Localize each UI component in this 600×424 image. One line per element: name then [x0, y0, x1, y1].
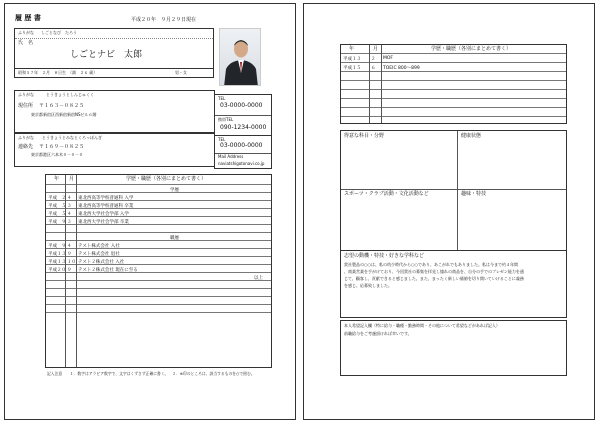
- history-header: [46, 175, 271, 184]
- history-year: 平成 ９: [48, 220, 66, 225]
- history-year: 平成 ９: [48, 244, 66, 249]
- motive-text-3: じて、顧客し、貢献できると感じました。また、まったく新しい価値を切り開いていけることに義務: [344, 276, 524, 281]
- history-row: [46, 216, 271, 224]
- contact-line: 東京都港区六本木０－０－０: [31, 152, 83, 157]
- birth-date: 昭和５７年 ２月 ８日生 （満 ２６ 歳）: [18, 70, 98, 75]
- motive-label: 志望の動機・特技・好きな学科など: [344, 253, 425, 259]
- health-label: 健康状態: [461, 133, 482, 139]
- qual-row: [341, 89, 566, 98]
- address-box: [14, 90, 215, 133]
- history-row: [46, 272, 271, 280]
- qual-header: [341, 45, 566, 53]
- hobby-label: 趣味・特技: [461, 191, 487, 197]
- history-section-label: 職歴: [170, 236, 179, 241]
- request-label: 本人希望記入欄（特に給与・職種・勤務時間・その他について希望などがあれば記入）: [344, 323, 500, 328]
- history-month: ９: [67, 252, 72, 257]
- tel2-value: 03-0000-0000: [220, 142, 263, 149]
- furigana-label: ふりがな: [18, 30, 34, 35]
- history-text: テスト２株式会社 現在に至る: [78, 268, 138, 273]
- history-month: １０: [67, 260, 76, 265]
- history-text: 東北西高等学校普通科 卒業: [78, 204, 134, 209]
- qual-text: TOEIC 800～899: [383, 66, 420, 71]
- qual-month: ２: [371, 57, 376, 62]
- qual-month-header: 月: [373, 46, 379, 52]
- qual-row: [341, 62, 566, 71]
- contact-address-box: [14, 133, 215, 167]
- history-row: [46, 240, 271, 248]
- qual-title-header: 学歴・職歴（各別にまとめて書く）: [431, 46, 512, 52]
- history-row: [46, 224, 271, 232]
- person-photo-icon: [220, 29, 261, 86]
- history-row: [46, 248, 271, 256]
- furigana-value: しごとなび たろう: [41, 30, 77, 35]
- history-row: [46, 184, 271, 192]
- history-row: [46, 288, 271, 296]
- motive-box: [340, 250, 567, 318]
- resume-date: 平成２０年 ９月２９日現在: [131, 17, 197, 23]
- motive-text-1: 貴社製品の○○は、私の幼少時代から○○であり、あこがれでもありました。私は今まで約４年間: [344, 262, 518, 267]
- mobile-value: 090-1234-0000: [220, 124, 267, 131]
- mail-value: naviatshigotonavi.co.jp: [218, 161, 265, 166]
- name-label: 氏 名: [18, 40, 34, 46]
- qual-text: MOF: [383, 56, 394, 61]
- qual-row: [341, 116, 566, 125]
- history-month: ４: [67, 196, 72, 201]
- history-month: ４: [67, 212, 72, 217]
- history-year: 平成１３: [48, 260, 66, 265]
- history-year-header: 年: [54, 176, 60, 182]
- history-year: 平成１３: [48, 252, 66, 257]
- tel-box: [214, 94, 272, 136]
- history-text: 東北西大学社会学部 入学: [78, 212, 129, 217]
- motive-text-2: 、商業営業を手がけており、今回貴社の募集を拝見し憧れの商品を、自分の手でのプレゼン能力を通: [344, 269, 524, 274]
- history-month: ３: [67, 204, 72, 209]
- contact-furigana: ふりがな とうきょうとみなとくろっぽんぎ: [18, 135, 102, 140]
- qual-row: [341, 53, 566, 62]
- history-year: 平成 ２: [48, 196, 66, 201]
- history-row: [46, 200, 271, 208]
- sports-label: スポーツ・クラブ活動・文化活動など: [344, 191, 429, 197]
- history-text: 東北西大学社会学部 卒業: [78, 220, 129, 225]
- gender: 男・女: [175, 70, 187, 75]
- contact-zip: 〒１６９－０８２５: [39, 144, 85, 150]
- request-text: 前職給与をご考慮頂ければ幸いです。: [344, 331, 412, 336]
- history-row: [46, 280, 271, 288]
- history-title-header: 学歴・職歴（各別にまとめて書く）: [126, 176, 207, 182]
- history-month: ９: [67, 268, 72, 273]
- qual-year-header: 年: [349, 46, 355, 52]
- qual-row: [341, 80, 566, 89]
- qual-year: 平成１３: [343, 57, 361, 62]
- history-text: テスト株式会社 退社: [78, 252, 120, 257]
- history-row: [46, 304, 271, 312]
- history-year: 平成 ５: [48, 212, 66, 217]
- contact-label: 連絡先: [18, 144, 34, 150]
- photo: [219, 28, 261, 86]
- doc-title: 履 歴 書: [15, 14, 41, 22]
- qualification-table: [340, 44, 567, 124]
- tel2-label: TEL: [218, 137, 226, 142]
- history-text: テスト株式会社 入社: [78, 244, 120, 249]
- history-rows: [46, 184, 271, 320]
- tel2-box: [214, 135, 272, 169]
- history-section-label: 学歴: [170, 188, 179, 193]
- address-line: 東京都新宿区西新宿新宿NSビル６階: [31, 112, 97, 117]
- history-text: 東北西高等学校普通科 入学: [78, 196, 134, 201]
- history-year: 平成２０: [48, 268, 66, 273]
- tel-value: 03-0000-0000: [220, 102, 263, 109]
- history-month-header: 月: [69, 176, 75, 182]
- qual-month: ６: [371, 66, 376, 71]
- qual-row: [341, 107, 566, 116]
- request-box: [340, 320, 567, 376]
- history-row: [46, 232, 271, 240]
- history-row: [46, 208, 271, 216]
- history-text: テスト２株式会社 入社: [78, 260, 125, 265]
- history-year: 平成 ５: [48, 204, 66, 209]
- qual-rows: [341, 53, 566, 125]
- history-row: [46, 256, 271, 264]
- qual-row: [341, 98, 566, 107]
- resume-page-right: [303, 3, 595, 420]
- address-zip: 〒１６３－０８２５: [39, 103, 85, 109]
- history-row: [46, 296, 271, 304]
- history-table: [45, 174, 272, 368]
- tel-label: TEL: [218, 96, 226, 101]
- self-pr-box: [340, 130, 567, 251]
- resume-page-left: [4, 3, 296, 420]
- name-value: しごとナビ 太郎: [70, 50, 143, 60]
- history-month: ３: [67, 220, 72, 225]
- footnote: 記入注意 １．数字はアラビア数字で、文字はくずさず正確に書く。 ２．※印のところは、該当するものを○で囲む。: [47, 371, 255, 376]
- motive-text-4: を感じ、応募致しました。: [344, 283, 392, 288]
- birth-box: [14, 68, 214, 78]
- history-end-label: 以上: [254, 276, 263, 281]
- name-box: [14, 28, 214, 69]
- mail-label: Mail Address: [218, 154, 244, 159]
- qual-year: 平成１５: [343, 66, 361, 71]
- subject-label: 得意な科目・分野: [344, 133, 385, 139]
- history-row: [46, 264, 271, 272]
- qual-row: [341, 71, 566, 80]
- history-month: ４: [67, 244, 72, 249]
- history-row: [46, 192, 271, 200]
- address-label: 現住所: [18, 103, 34, 109]
- address-furigana: ふりがな とうきょうとしんじゅくく: [18, 92, 94, 97]
- history-row: [46, 312, 271, 320]
- mobile-label: 携帯TEL: [218, 117, 234, 122]
